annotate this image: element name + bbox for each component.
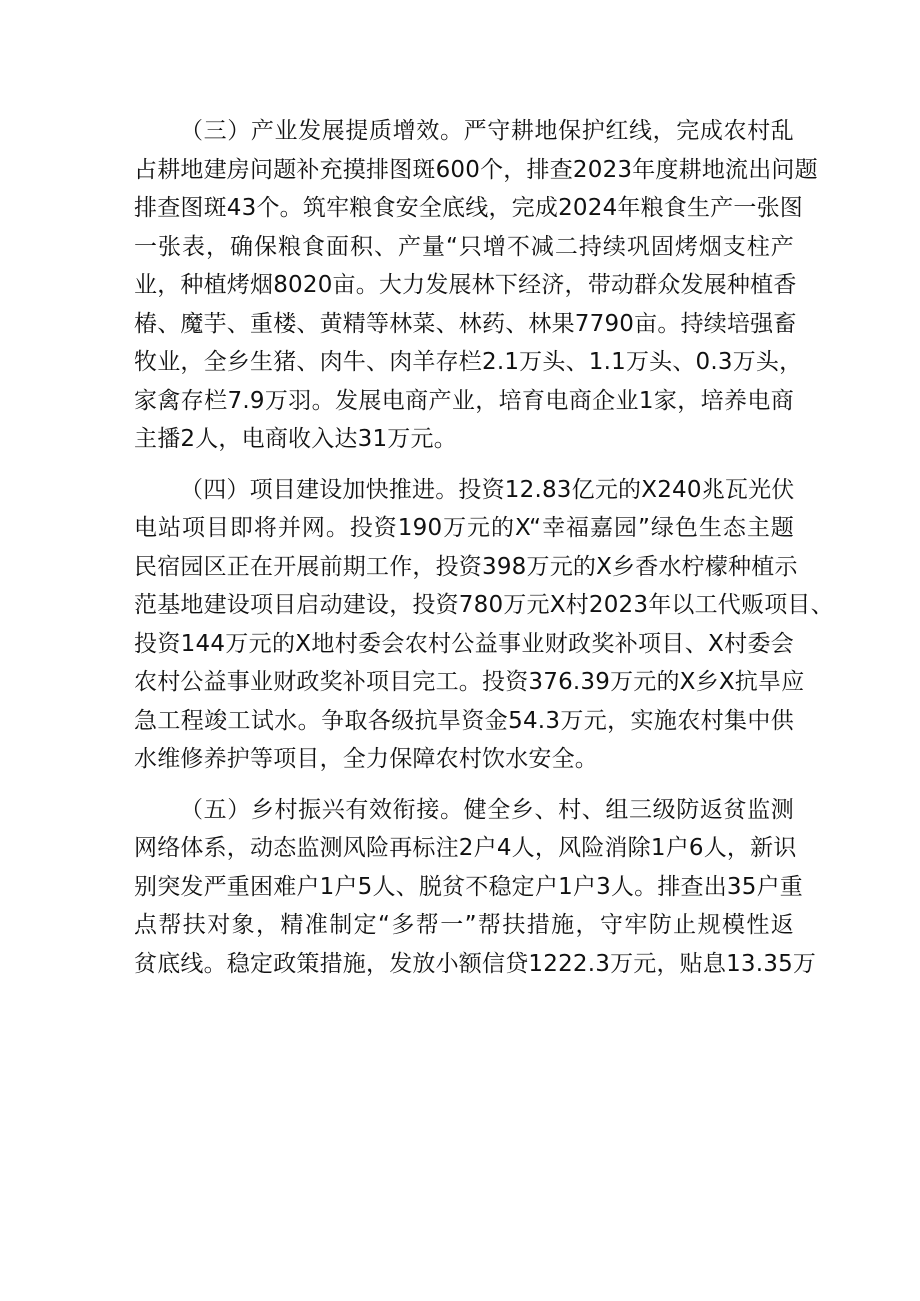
paragraph-line: 家禽存栏7.9万羽。发展电商产业，培育电商企业1家，培养电商 [134, 387, 794, 414]
paragraph-line: 贫底线。稳定政策措施，发放小额信贷1222.3万元，贴息13.35万 [134, 950, 817, 977]
paragraph-line: 一张表，确保粮食面积、产量“只增不减二持续巩固烤烟支柱产 [134, 233, 794, 260]
paragraph-line: 急工程竣工试水。争取各级抗旱资金54.3万元，实施农村集中供 [134, 707, 794, 734]
paragraph-line: 农村公益事业财政奖补项目完工。投资376.39万元的X乡X抗旱应 [134, 669, 805, 695]
paragraph-line: 点帮扶对象，精准制定“多帮一”帮扶措施，守牢防止规模性返 [134, 912, 794, 938]
paragraph-line: （三）产业发展提质增效。严守耕地保护红线，完成农村乱 [180, 118, 794, 144]
paragraph-project-construction [134, 471, 834, 779]
paragraph-line: 别突发严重困难户1户5人、脱贫不稳定户1户3人。排查出35户重 [134, 873, 803, 900]
paragraph-line: 民宿园区正在开展前期工作，投资398万元的X乡香水柠檬种植示 [134, 553, 798, 580]
paragraph-line: 网络体系，动态监测风险再标注2户4人，风险消除1户6人，新识 [134, 835, 797, 861]
paragraph-line: 水维修养护等项目，全力保障农村饮水安全。 [134, 746, 598, 772]
paragraph-line: 排查图斑43个。筑牢粮食安全底线，完成2024年粮食生产一张图 [134, 195, 803, 221]
paragraph-line: 业，种植烤烟8020亩。大力发展林下经济，带动群众发展种植香 [134, 272, 797, 298]
paragraph-line: 牧业，全乡生猪、肉牛、肉羊存栏2.1万头、1.1万头、0.3万头， [134, 349, 803, 375]
paragraph-line: （四）项目建设加快推进。投资12.83亿元的X240兆瓦光伏 [180, 476, 795, 503]
document-body [134, 112, 834, 995]
paragraph-line: 椿、魔芋、重楼、黄精等林菜、林药、林果7790亩。持续培强畜 [134, 310, 797, 337]
paragraph-line: 电站项目即将并网。投资190万元的X“幸福嘉园”绿色生态主题 [134, 515, 794, 541]
paragraph-line: 占耕地建房问题补充摸排图斑600个，排查2023年度耕地流出问题 [134, 156, 818, 183]
paragraph-line: 范基地建设项目启动建设，投资780万元X村2023年以工代贩项目、 [134, 592, 834, 618]
paragraph-line: 主播2人，电商收入达31万元。 [134, 426, 457, 452]
paragraph-rural-revitalization [134, 791, 817, 984]
paragraph-industry-development [134, 112, 818, 459]
paragraph-line: 投资144万元的X地村委会农村公益事业财政奖补项目、X村委会 [134, 630, 794, 657]
paragraph-line: （五）乡村振兴有效衔接。健全乡、村、组三级防返贫监测 [180, 796, 794, 823]
